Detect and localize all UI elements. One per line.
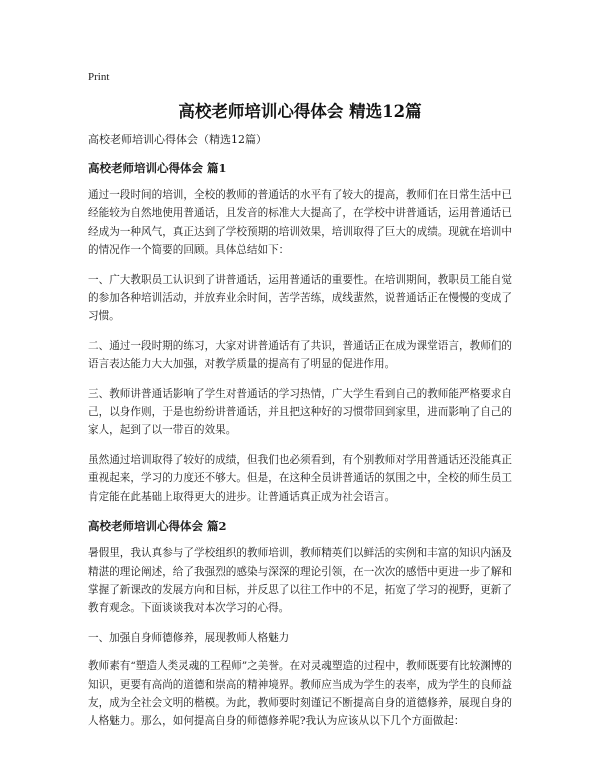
section-heading-2: 高校老师培训心得体会 篇2	[88, 519, 227, 534]
subheading-paragraph: 一、加强自身师德修养，展现教师人格魅力	[88, 631, 290, 644]
paragraph: 虽然通过培训取得了较好的成绩，但我们也必须看到，有个别教师对学用普通话还没能真正重视起来，学习的力度还不够大。但是，在这种全员讲普通话的氛围之中，全校的师生员工肯定能在此基础上取得更大的进步。让普通话真正成为社会语言。	[88, 453, 512, 503]
paragraph: 暑假里，我认真参与了学校组织的教师培训，教师精英们以鲜活的实例和丰富的知识内涵及精湛的理论阐述，给了我强烈的感染与深深的理论引领，在一次次的感悟中更进一步了解和掌握了新课改的发展方向和目标，并反思了以往工作中的不足，拓宽了学习的视野，更新了教育观念。下面谈谈我对本次学习的心得。	[88, 547, 512, 615]
section-heading-1: 高校老师培训心得体会 篇1	[88, 161, 227, 175]
paragraph: 通过一段时间的培训，全校的教师的普通话的水平有了较大的提高，教师们在日常生活中已经能较为自然地使用普通话，且发音的标准大大提高了，在学校中讲普通话，运用普通话已经成为一种风气，真正达到了学校预期的培训效果，培训取得了巨大的成绩。现就在培训中的情况作一个简要的回顾。具体总结如下：	[88, 189, 512, 257]
document-subtitle: 高校老师培训心得体会（精选12篇）	[88, 133, 267, 146]
paragraph: 二、通过一段时期的练习，大家对讲普通话有了共识，普通话正在成为课堂语言，教师们的语言表达能力大大加强，对教学质量的提高有了明显的促进作用。	[88, 339, 512, 371]
paragraph: 教师素有“塑造人类灵魂的工程师”之美誉。在对灵魂塑造的过程中，教师既要有比较渊博的知识，更要有高尚的道德和崇高的精神境界。教师应当成为学生的表率，成为学生的良师益友，成为全社会文明的楷模。为此，教师要时刻谨记不断提高自身的道德修养，展现自身的人格魅力。那么，如何提高自身的师德修养呢?我认为应该从以下几个方面做起：	[88, 660, 512, 728]
paragraph: 三、教师讲普通话影响了学生对普通话的学习热情，广大学生看到自己的教师能严格要求自己，以身作则，于是也纷纷讲普通话，并且把这种好的习惯带回到家里，进而影响了自己的家人，起到了以一带百的效果。	[88, 387, 512, 437]
paragraph: 一、广大教职员工认识到了讲普通话，运用普通话的重要性。在培训期间，教职员工能自觉的参加各种培训活动，并放弃业余时间，苦学苦练，成线蜚然，说普通话正在慢慢的变成了习惯。	[88, 273, 512, 323]
document-title: 高校老师培训心得体会 精选12篇	[178, 102, 422, 121]
document-body	[88, 131, 512, 742]
print-label[interactable]: Print	[88, 71, 110, 83]
